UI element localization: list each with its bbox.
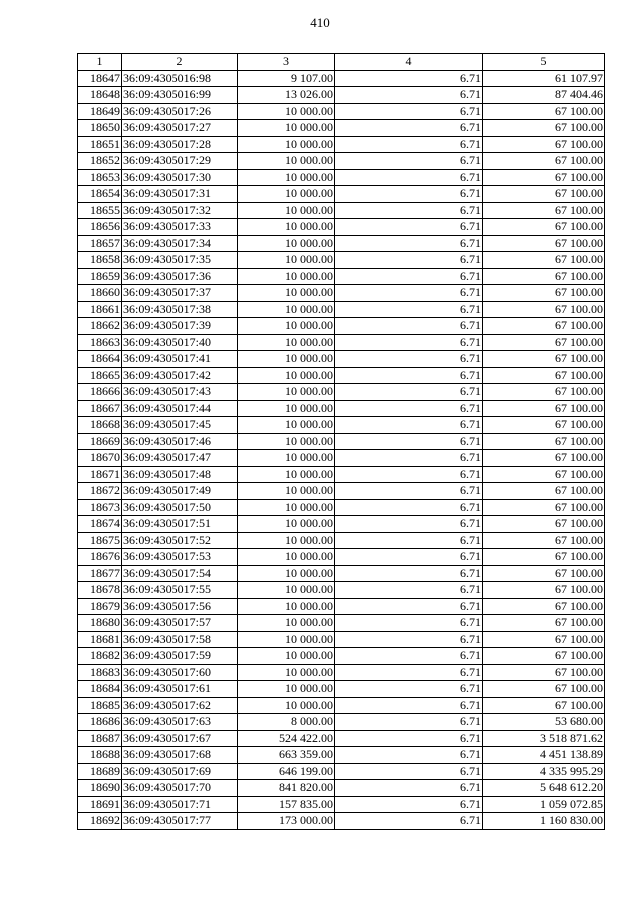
table-cell: 9 107.00 [238,70,335,87]
table-cell: 18689 [78,763,122,780]
table-cell: 67 100.00 [483,466,605,483]
page-number: 410 [310,15,330,30]
table-cell: 6.71 [335,103,483,120]
table-cell: 10 000.00 [238,334,335,351]
table-cell: 6.71 [335,780,483,797]
table-cell: 67 100.00 [483,252,605,269]
table-row [78,549,605,566]
table-cell: 36:09:4305017:58 [122,631,238,648]
table-cell: 36:09:4305017:26 [122,103,238,120]
table-cell: 67 100.00 [483,450,605,467]
table-cell: 67 100.00 [483,334,605,351]
table-cell: 10 000.00 [238,582,335,599]
table-row [78,648,605,665]
table-row [78,598,605,615]
table-row [78,450,605,467]
table-cell: 6.71 [335,202,483,219]
table-cell: 67 100.00 [483,318,605,335]
table-cell: 18685 [78,697,122,714]
table-cell: 36:09:4305017:71 [122,796,238,813]
table-cell: 6.71 [335,153,483,170]
table-cell: 10 000.00 [238,367,335,384]
table-cell: 36:09:4305017:31 [122,186,238,203]
table-cell: 10 000.00 [238,202,335,219]
table-cell: 36:09:4305017:50 [122,499,238,516]
table-cell: 6.71 [335,285,483,302]
table-row [78,697,605,714]
column-header: 5 [483,54,605,71]
table-cell: 6.71 [335,714,483,731]
table-cell: 6.71 [335,598,483,615]
table-cell: 18672 [78,483,122,500]
table-cell: 10 000.00 [238,631,335,648]
table-cell: 6.71 [335,796,483,813]
table-row [78,120,605,137]
table-cell: 18690 [78,780,122,797]
table-row [78,169,605,186]
table-cell: 18662 [78,318,122,335]
table-row [78,631,605,648]
table-cell: 6.71 [335,582,483,599]
table-row [78,136,605,153]
table-cell: 6.71 [335,120,483,137]
table-cell: 67 100.00 [483,268,605,285]
table-cell: 36:09:4305017:56 [122,598,238,615]
table-cell: 36:09:4305017:52 [122,532,238,549]
table-cell: 4 335 995.29 [483,763,605,780]
table-cell: 36:09:4305017:48 [122,466,238,483]
table-cell: 18683 [78,664,122,681]
table-cell: 36:09:4305017:54 [122,565,238,582]
table-row [78,301,605,318]
table-cell: 18659 [78,268,122,285]
table-row [78,483,605,500]
table-cell: 6.71 [335,70,483,87]
table-row [78,582,605,599]
table-cell: 6.71 [335,417,483,434]
table-cell: 6.71 [335,334,483,351]
table-cell: 6.71 [335,268,483,285]
table-cell: 6.71 [335,318,483,335]
table-cell: 18675 [78,532,122,549]
table-cell: 10 000.00 [238,598,335,615]
table-cell: 841 820.00 [238,780,335,797]
table-cell: 6.71 [335,235,483,252]
table-row [78,103,605,120]
table-cell: 18688 [78,747,122,764]
table-cell: 36:09:4305017:70 [122,780,238,797]
table-row [78,615,605,632]
table-cell: 36:09:4305017:42 [122,367,238,384]
table-cell: 6.71 [335,813,483,830]
table-cell: 18651 [78,136,122,153]
table-cell: 6.71 [335,367,483,384]
table-cell: 10 000.00 [238,516,335,533]
table-cell: 10 000.00 [238,417,335,434]
table-row [78,681,605,698]
table-cell: 67 100.00 [483,681,605,698]
table-cell: 10 000.00 [238,400,335,417]
table-row [78,268,605,285]
table-cell: 1 160 830.00 [483,813,605,830]
table-cell: 10 000.00 [238,466,335,483]
table-row [78,219,605,236]
table-cell: 36:09:4305017:47 [122,450,238,467]
table-cell: 67 100.00 [483,631,605,648]
table-cell: 6.71 [335,252,483,269]
column-header: 4 [335,54,483,71]
table-cell: 10 000.00 [238,664,335,681]
table-cell: 36:09:4305017:62 [122,697,238,714]
table-cell: 1 059 072.85 [483,796,605,813]
table-cell: 10 000.00 [238,252,335,269]
column-header: 1 [78,54,122,71]
table-cell: 18681 [78,631,122,648]
table-cell: 36:09:4305017:30 [122,169,238,186]
table-cell: 67 100.00 [483,499,605,516]
table-cell: 6.71 [335,351,483,368]
table-cell: 18660 [78,285,122,302]
table-header-row [78,54,605,71]
table-row [78,763,605,780]
table-cell: 36:09:4305017:41 [122,351,238,368]
table-cell: 18661 [78,301,122,318]
table-cell: 6.71 [335,549,483,566]
table-cell: 10 000.00 [238,351,335,368]
table-cell: 18666 [78,384,122,401]
table-cell: 36:09:4305017:67 [122,730,238,747]
table-cell: 67 100.00 [483,367,605,384]
table-cell: 18657 [78,235,122,252]
table-cell: 5 648 612.20 [483,780,605,797]
table-cell: 646 199.00 [238,763,335,780]
table-cell: 67 100.00 [483,103,605,120]
table-cell: 10 000.00 [238,433,335,450]
table-cell: 67 100.00 [483,516,605,533]
table-cell: 18680 [78,615,122,632]
table-cell: 18655 [78,202,122,219]
table-cell: 18678 [78,582,122,599]
table-cell: 67 100.00 [483,219,605,236]
table-cell: 36:09:4305017:46 [122,433,238,450]
table-cell: 36:09:4305017:57 [122,615,238,632]
table-row [78,318,605,335]
table-cell: 18673 [78,499,122,516]
table-cell: 18649 [78,103,122,120]
table-cell: 67 100.00 [483,301,605,318]
table-cell: 18670 [78,450,122,467]
table-row [78,730,605,747]
table-cell: 10 000.00 [238,186,335,203]
table-cell: 67 100.00 [483,433,605,450]
table-cell: 6.71 [335,681,483,698]
table-cell: 6.71 [335,763,483,780]
table-cell: 3 518 871.62 [483,730,605,747]
table-row [78,433,605,450]
table-cell: 6.71 [335,450,483,467]
table-cell: 36:09:4305017:40 [122,334,238,351]
table-cell: 36:09:4305017:68 [122,747,238,764]
table-cell: 6.71 [335,747,483,764]
table-cell: 67 100.00 [483,384,605,401]
table-cell: 10 000.00 [238,565,335,582]
table-cell: 36:09:4305017:77 [122,813,238,830]
table-cell: 6.71 [335,433,483,450]
table-cell: 67 100.00 [483,697,605,714]
table-cell: 10 000.00 [238,499,335,516]
table-cell: 10 000.00 [238,103,335,120]
table-cell: 36:09:4305017:27 [122,120,238,137]
table-row [78,285,605,302]
table-row [78,400,605,417]
table-cell: 6.71 [335,87,483,104]
table-cell: 6.71 [335,565,483,582]
table-row [78,70,605,87]
table-cell: 18692 [78,813,122,830]
table-row [78,796,605,813]
table-cell: 18674 [78,516,122,533]
table-cell: 36:09:4305017:35 [122,252,238,269]
table-cell: 67 100.00 [483,549,605,566]
table-row [78,813,605,830]
table-cell: 61 107.97 [483,70,605,87]
table-cell: 36:09:4305017:32 [122,202,238,219]
table-cell: 36:09:4305017:53 [122,549,238,566]
column-header: 2 [122,54,238,71]
table-cell: 10 000.00 [238,153,335,170]
table-row [78,565,605,582]
table-cell: 36:09:4305017:51 [122,516,238,533]
table-cell: 6.71 [335,664,483,681]
table-cell: 10 000.00 [238,648,335,665]
table-cell: 10 000.00 [238,615,335,632]
table-row [78,714,605,731]
table-cell: 36:09:4305017:39 [122,318,238,335]
table-cell: 67 100.00 [483,186,605,203]
table-cell: 524 422.00 [238,730,335,747]
table-row [78,252,605,269]
table-cell: 36:09:4305017:69 [122,763,238,780]
table-cell: 6.71 [335,483,483,500]
table-cell: 10 000.00 [238,318,335,335]
table-cell: 13 026.00 [238,87,335,104]
table-cell: 67 100.00 [483,136,605,153]
table-cell: 18668 [78,417,122,434]
table-cell: 67 100.00 [483,417,605,434]
table-cell: 6.71 [335,648,483,665]
table-cell: 36:09:4305017:44 [122,400,238,417]
table-cell: 10 000.00 [238,450,335,467]
table-cell: 36:09:4305017:43 [122,384,238,401]
table-row [78,417,605,434]
table-cell: 67 100.00 [483,169,605,186]
table-row [78,780,605,797]
table-cell: 67 100.00 [483,615,605,632]
table-cell: 10 000.00 [238,285,335,302]
table-row [78,367,605,384]
table-row [78,532,605,549]
table-cell: 6.71 [335,169,483,186]
table-cell: 18682 [78,648,122,665]
table-cell: 18663 [78,334,122,351]
table-cell: 18654 [78,186,122,203]
table-cell: 8 000.00 [238,714,335,731]
table-cell: 67 100.00 [483,565,605,582]
table-cell: 663 359.00 [238,747,335,764]
table-row [78,153,605,170]
table-cell: 18691 [78,796,122,813]
table-cell: 36:09:4305017:29 [122,153,238,170]
table-cell: 6.71 [335,219,483,236]
table-cell: 36:09:4305017:36 [122,268,238,285]
table-cell: 36:09:4305016:98 [122,70,238,87]
table-row [78,87,605,104]
table-row [78,334,605,351]
table-cell: 18650 [78,120,122,137]
table-cell: 36:09:4305017:49 [122,483,238,500]
table-cell: 18671 [78,466,122,483]
table-cell: 67 100.00 [483,202,605,219]
table-cell: 6.71 [335,466,483,483]
table-body [78,70,605,829]
table-cell: 6.71 [335,697,483,714]
table-row [78,186,605,203]
table-cell: 67 100.00 [483,664,605,681]
table-cell: 157 835.00 [238,796,335,813]
table-cell: 67 100.00 [483,532,605,549]
table-cell: 67 100.00 [483,598,605,615]
table-cell: 36:09:4305017:37 [122,285,238,302]
table-row [78,351,605,368]
table-cell: 6.71 [335,615,483,632]
table-cell: 67 100.00 [483,351,605,368]
table-cell: 10 000.00 [238,120,335,137]
table-cell: 36:09:4305017:45 [122,417,238,434]
table-cell: 18664 [78,351,122,368]
table-cell: 18684 [78,681,122,698]
table-row [78,664,605,681]
table-cell: 36:09:4305017:61 [122,681,238,698]
table-cell: 6.71 [335,301,483,318]
table-cell: 18653 [78,169,122,186]
table-cell: 87 404.46 [483,87,605,104]
table-cell: 10 000.00 [238,235,335,252]
table-cell: 67 100.00 [483,648,605,665]
table-cell: 67 100.00 [483,120,605,137]
table-cell: 6.71 [335,136,483,153]
table-cell: 67 100.00 [483,483,605,500]
table-cell: 18652 [78,153,122,170]
table-cell: 18665 [78,367,122,384]
table-cell: 6.71 [335,499,483,516]
table-cell: 10 000.00 [238,169,335,186]
table-row [78,384,605,401]
table-cell: 67 100.00 [483,400,605,417]
table-cell: 18647 [78,70,122,87]
table-cell: 36:09:4305017:63 [122,714,238,731]
table-cell: 6.71 [335,384,483,401]
table-cell: 10 000.00 [238,301,335,318]
table-cell: 10 000.00 [238,549,335,566]
table-cell: 67 100.00 [483,235,605,252]
table-cell: 18677 [78,565,122,582]
table-cell: 10 000.00 [238,384,335,401]
table-cell: 36:09:4305017:60 [122,664,238,681]
table-row [78,499,605,516]
column-header: 3 [238,54,335,71]
table-cell: 36:09:4305017:33 [122,219,238,236]
table-cell: 67 100.00 [483,153,605,170]
table-cell: 36:09:4305017:28 [122,136,238,153]
table-cell: 6.71 [335,400,483,417]
table-cell: 67 100.00 [483,285,605,302]
table-cell: 10 000.00 [238,697,335,714]
table-cell: 10 000.00 [238,681,335,698]
table-cell: 18679 [78,598,122,615]
table-cell: 6.71 [335,631,483,648]
table-cell: 36:09:4305016:99 [122,87,238,104]
table-cell: 53 680.00 [483,714,605,731]
data-table [77,53,605,830]
table-cell: 36:09:4305017:55 [122,582,238,599]
table-cell: 36:09:4305017:59 [122,648,238,665]
table-cell: 4 451 138.89 [483,747,605,764]
table-cell: 6.71 [335,532,483,549]
table-row [78,202,605,219]
table-cell: 18648 [78,87,122,104]
table-row [78,466,605,483]
table-cell: 18686 [78,714,122,731]
table-cell: 18667 [78,400,122,417]
table-cell: 18676 [78,549,122,566]
table-cell: 10 000.00 [238,483,335,500]
table-cell: 67 100.00 [483,582,605,599]
table-cell: 10 000.00 [238,219,335,236]
table-cell: 6.71 [335,186,483,203]
table-row [78,747,605,764]
table-cell: 36:09:4305017:34 [122,235,238,252]
table-cell: 6.71 [335,516,483,533]
table-cell: 10 000.00 [238,268,335,285]
table-cell: 10 000.00 [238,136,335,153]
table-cell: 173 000.00 [238,813,335,830]
table-cell: 10 000.00 [238,532,335,549]
table-cell: 6.71 [335,730,483,747]
table-cell: 18687 [78,730,122,747]
table-row [78,235,605,252]
table-cell: 18658 [78,252,122,269]
table-cell: 36:09:4305017:38 [122,301,238,318]
table-cell: 18669 [78,433,122,450]
table-cell: 18656 [78,219,122,236]
table-row [78,516,605,533]
